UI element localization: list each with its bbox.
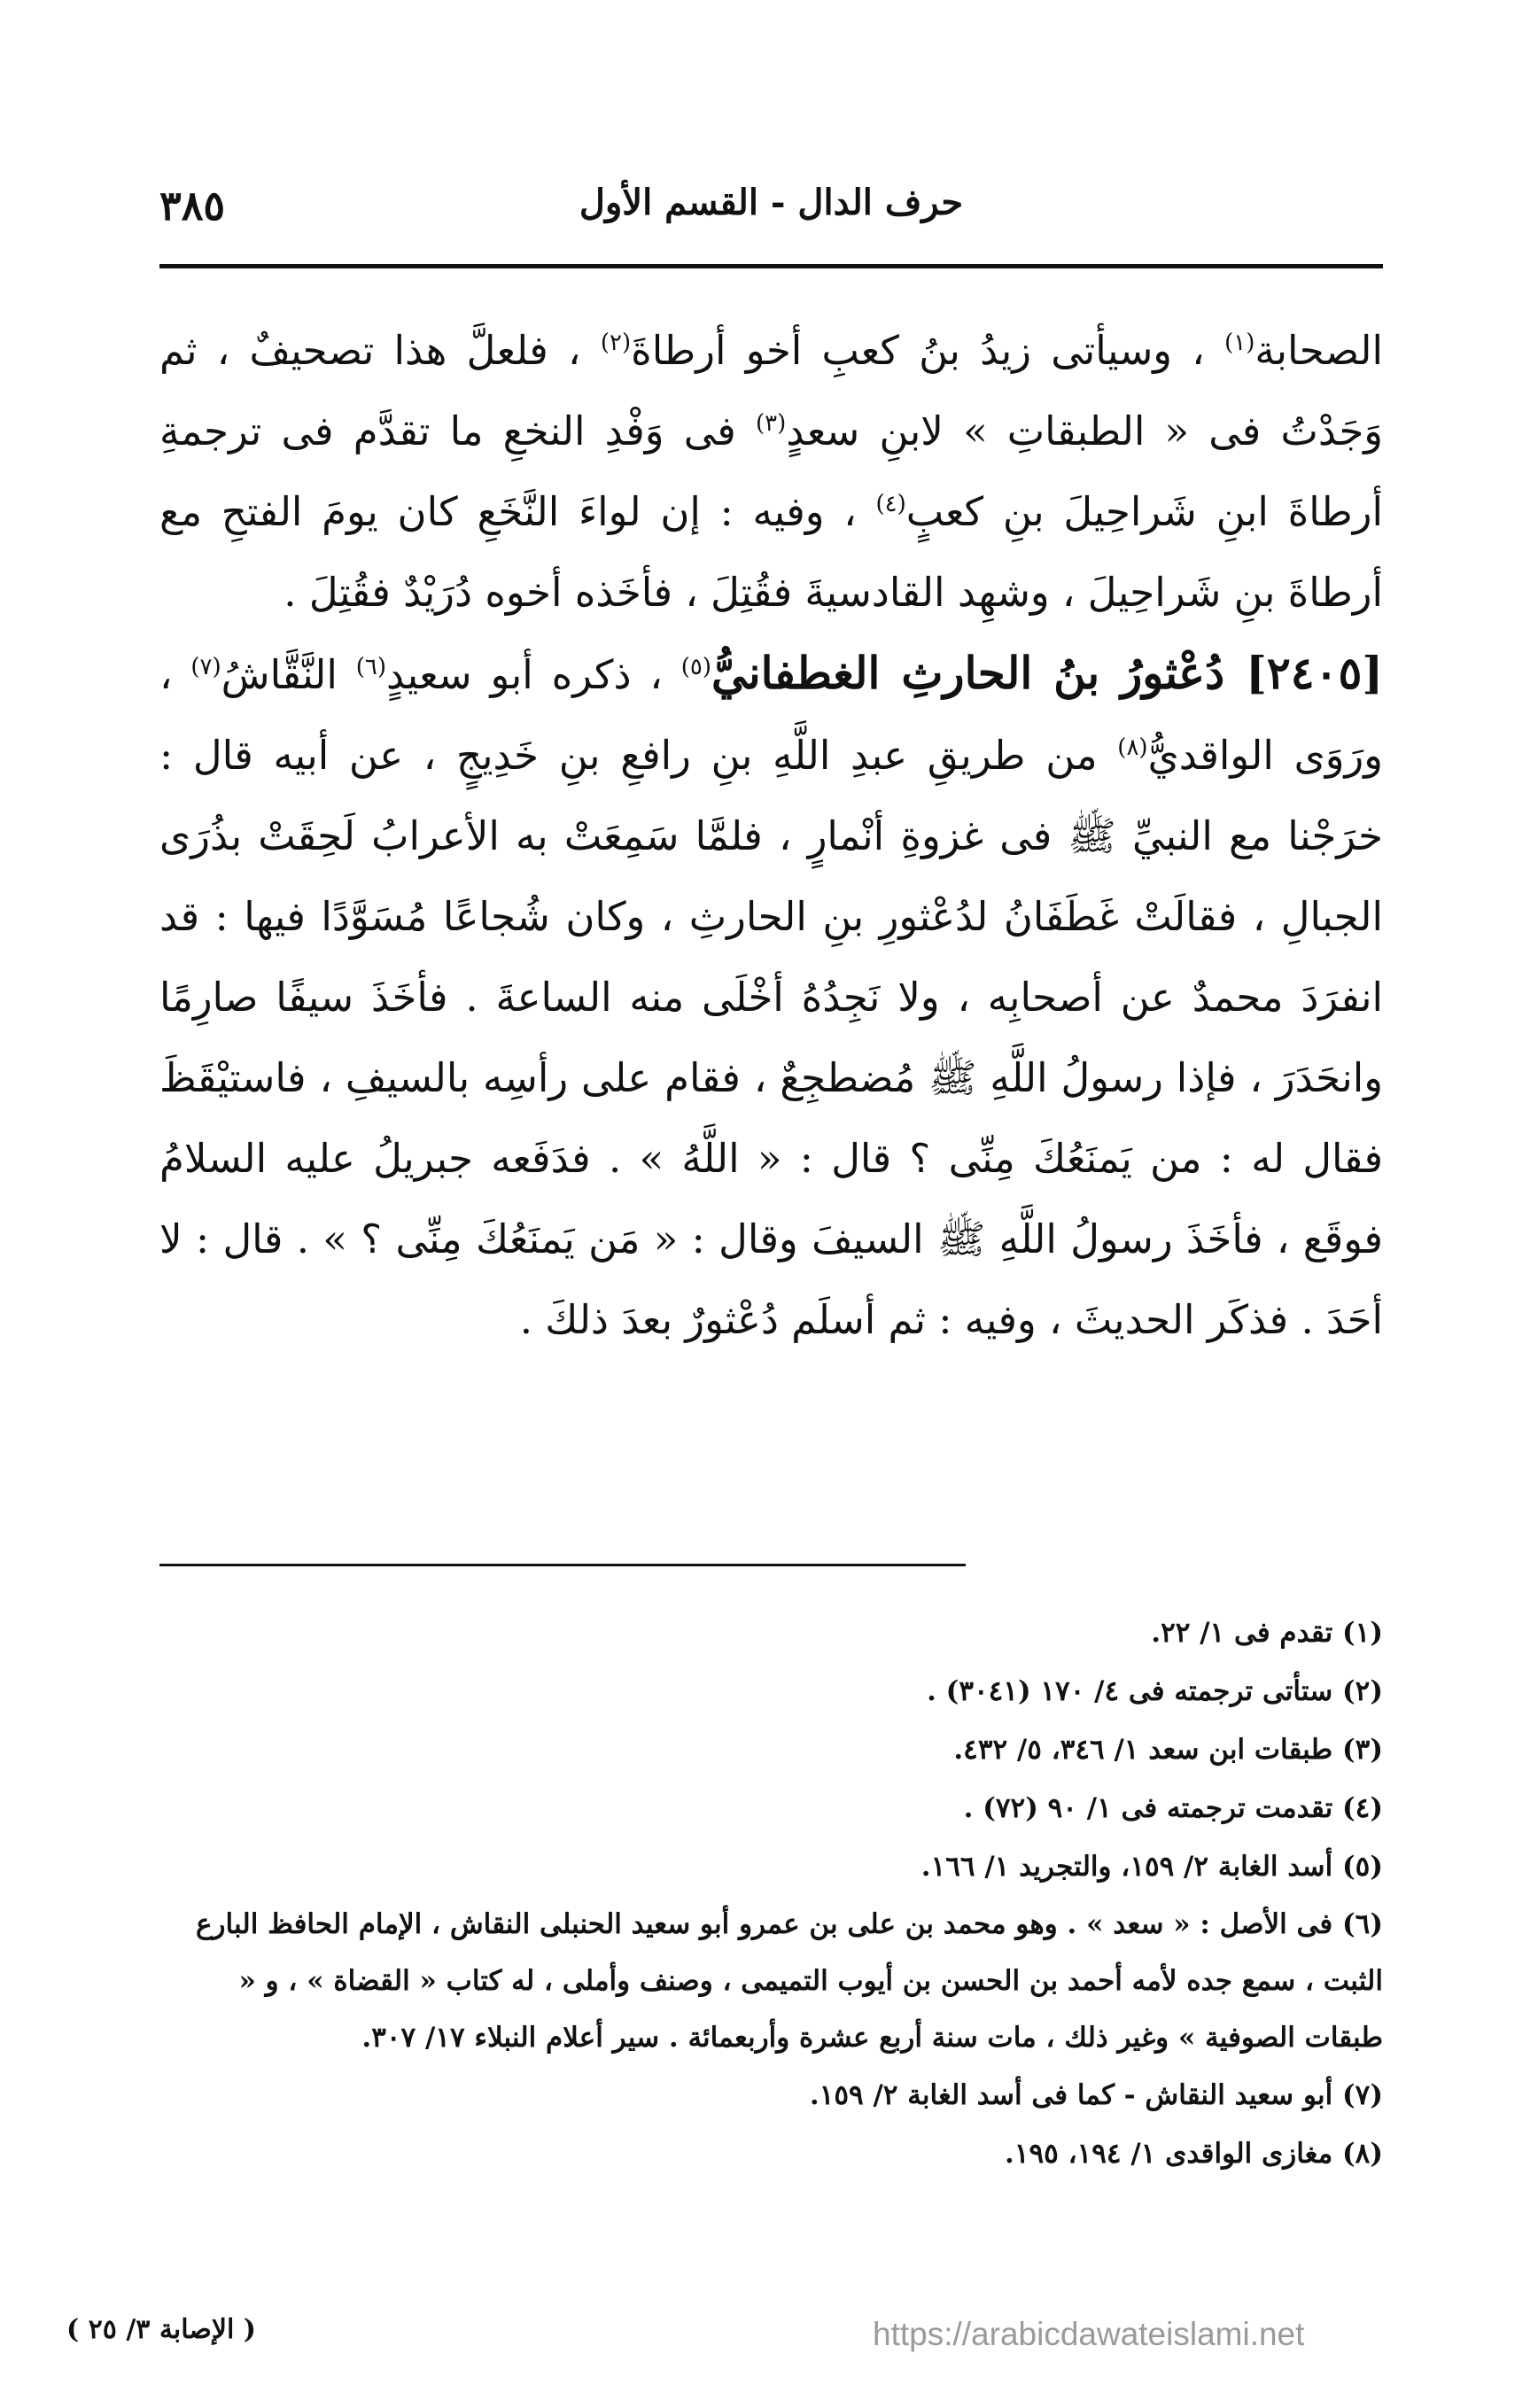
text-run: فى وَفْدِ النخعِ ما تقدَّم فى ترجمةِ أرطاةَ ابنِ شَراحِيلَ بنِ كعبٍ bbox=[159, 408, 1383, 535]
footnote-4: (٤) تقدمت ترجمته فى ١/ ٩٠ (٧٢) . bbox=[963, 1792, 1383, 1824]
footnote-5: (٥) أسد الغابة ٢/ ١٥٩، والتجريد ١/ ١٦٦. bbox=[920, 1851, 1383, 1883]
footnote-ref[interactable]: (٣) bbox=[755, 410, 787, 437]
text-run: ، وفيه : إن لواءَ النَّخَعِ كان يومَ الفتحِ مع أرطاةَ بنِ شَراحِيلَ ، وشهِد القادسيةَ فقُتِلَ ، فأخَذه أخوه دُرَيْدٌ فقُتِلَ . bbox=[159, 488, 1383, 616]
text-run: النَّقَّاشُ bbox=[221, 651, 338, 698]
paragraph-continuation bbox=[159, 310, 1383, 633]
footnote-3: (٣) طبقات ابن سعد ١/ ٣٤٦، ٥/ ٤٣٢. bbox=[953, 1734, 1383, 1766]
volume-signature: ( الإصابة ٣/ ٢٥ ) bbox=[66, 2314, 256, 2345]
header-rule bbox=[159, 264, 1383, 268]
footnote-rule bbox=[159, 1564, 966, 1566]
footnote-6: (٦) فى الأصل : « سعد » . وهو محمد بن على بن عمرو أبو سعيد الحنبلى النقاش ، الإمام الحافظ البارع الثبت ، سمع جده لأمه أحمد بن الحسن بن أيوب التميمى ، وصنف وأملى ، له كتاب « القضاة » ، و « طبقات الصوفية » وغير ذلك ، مات سنة أربع عشرة وأربعمائة . سير أعلام النبلاء ١٧/ ٣٠٧. bbox=[196, 1908, 1383, 2054]
text-run: ، وسيأتى زيدُ بنُ كعبِ أخو أرطاةَ bbox=[631, 327, 1205, 374]
footnote-ref[interactable]: (٢) bbox=[600, 330, 632, 356]
main-text bbox=[159, 310, 1383, 1360]
page-number: ٣٨٥ bbox=[159, 182, 226, 229]
footnotes bbox=[159, 1604, 1383, 2183]
text-run: ، ذكره أبو سعيدٍ bbox=[386, 651, 663, 698]
text-run: ، ورَوَى الواقديُّ bbox=[159, 651, 1384, 779]
text-run: الصحابة bbox=[1254, 327, 1384, 374]
footnote-ref[interactable]: (٧) bbox=[190, 654, 221, 680]
footnote-ref[interactable]: (١) bbox=[1224, 330, 1255, 356]
footnote-2: (٢) ستأتى ترجمته فى ٤/ ١٧٠ (٣٠٤١) . bbox=[927, 1675, 1383, 1707]
running-head bbox=[159, 182, 1383, 261]
entry-paragraph bbox=[159, 633, 1383, 1360]
footnote-8: (٨) مغازى الواقدى ١/ ١٩٤، ١٩٥. bbox=[1005, 2138, 1383, 2170]
footnote-1: (١) تقدم فى ١/ ٢٢. bbox=[1151, 1617, 1383, 1649]
footnote-7: (٧) أبو سعيد النقاش - كما فى أسد الغابة ٢/ ١٥٩. bbox=[809, 2079, 1383, 2111]
footnote-ref[interactable]: (٨) bbox=[1117, 734, 1148, 761]
footnote-ref[interactable]: (٥) bbox=[680, 654, 712, 680]
footnote-ref[interactable]: (٤) bbox=[875, 491, 906, 517]
entry-heading: [٢٤٠٥] دُعْثورُ بنُ الحارثِ الغطفانيُّ bbox=[711, 647, 1383, 699]
watermark-url: https://arabicdawateislami.net bbox=[873, 2316, 1305, 2352]
text-run: ، فلعلَّ هذا تصحيفٌ ، ثم وَجَدْتُ فى « الطبقاتِ » لابنِ سعدٍ bbox=[159, 327, 1383, 454]
text-run: من طريقِ عبدِ اللَّهِ بنِ رافعِ بنِ خَدِيجٍ ، عن أبيه قال : خرَجْنا مع النبيِّ ﷺ فى غزوةِ أنْمارٍ ، فلمَّا سَمِعَتْ به الأعرابُ لَحِقَتْ بذُرَى الجبالِ ، فقالَتْ غَطَفَانُ لدُعْثورِ بنِ الحارثِ ، وكان شُجاعًا مُسَوَّدًا فيها : قد انفرَدَ محمدٌ عن أصحابِه ، ولا نَجِدُهُ أخْلَى منه الساعةَ . فأخَذَ سيفًا صارِمًا وانحَدَرَ ، فإذا رسولُ اللَّهِ ﷺ مُضطجِعٌ ، فقام على رأسِه بالسيفِ ، فاستيْقَظَ فقال له : من يَمنَعُكَ مِنِّى ؟ قال : « اللَّهُ » . فدَفَعه جبريلُ عليه السلامُ فوقَع ، فأخَذَ رسولُ اللَّهِ ﷺ السيفَ وقال : « مَن يَمنَعُكَ مِنِّى ؟ » . قال : لا أحَدَ . فذكَر الحديثَ ، وفيه : ثم أسلَم دُعْثورٌ بعدَ ذلكَ . bbox=[159, 732, 1383, 1343]
footnote-ref[interactable]: (٦) bbox=[355, 654, 387, 680]
section-title: حرف الدال - القسم الأول bbox=[579, 182, 964, 223]
